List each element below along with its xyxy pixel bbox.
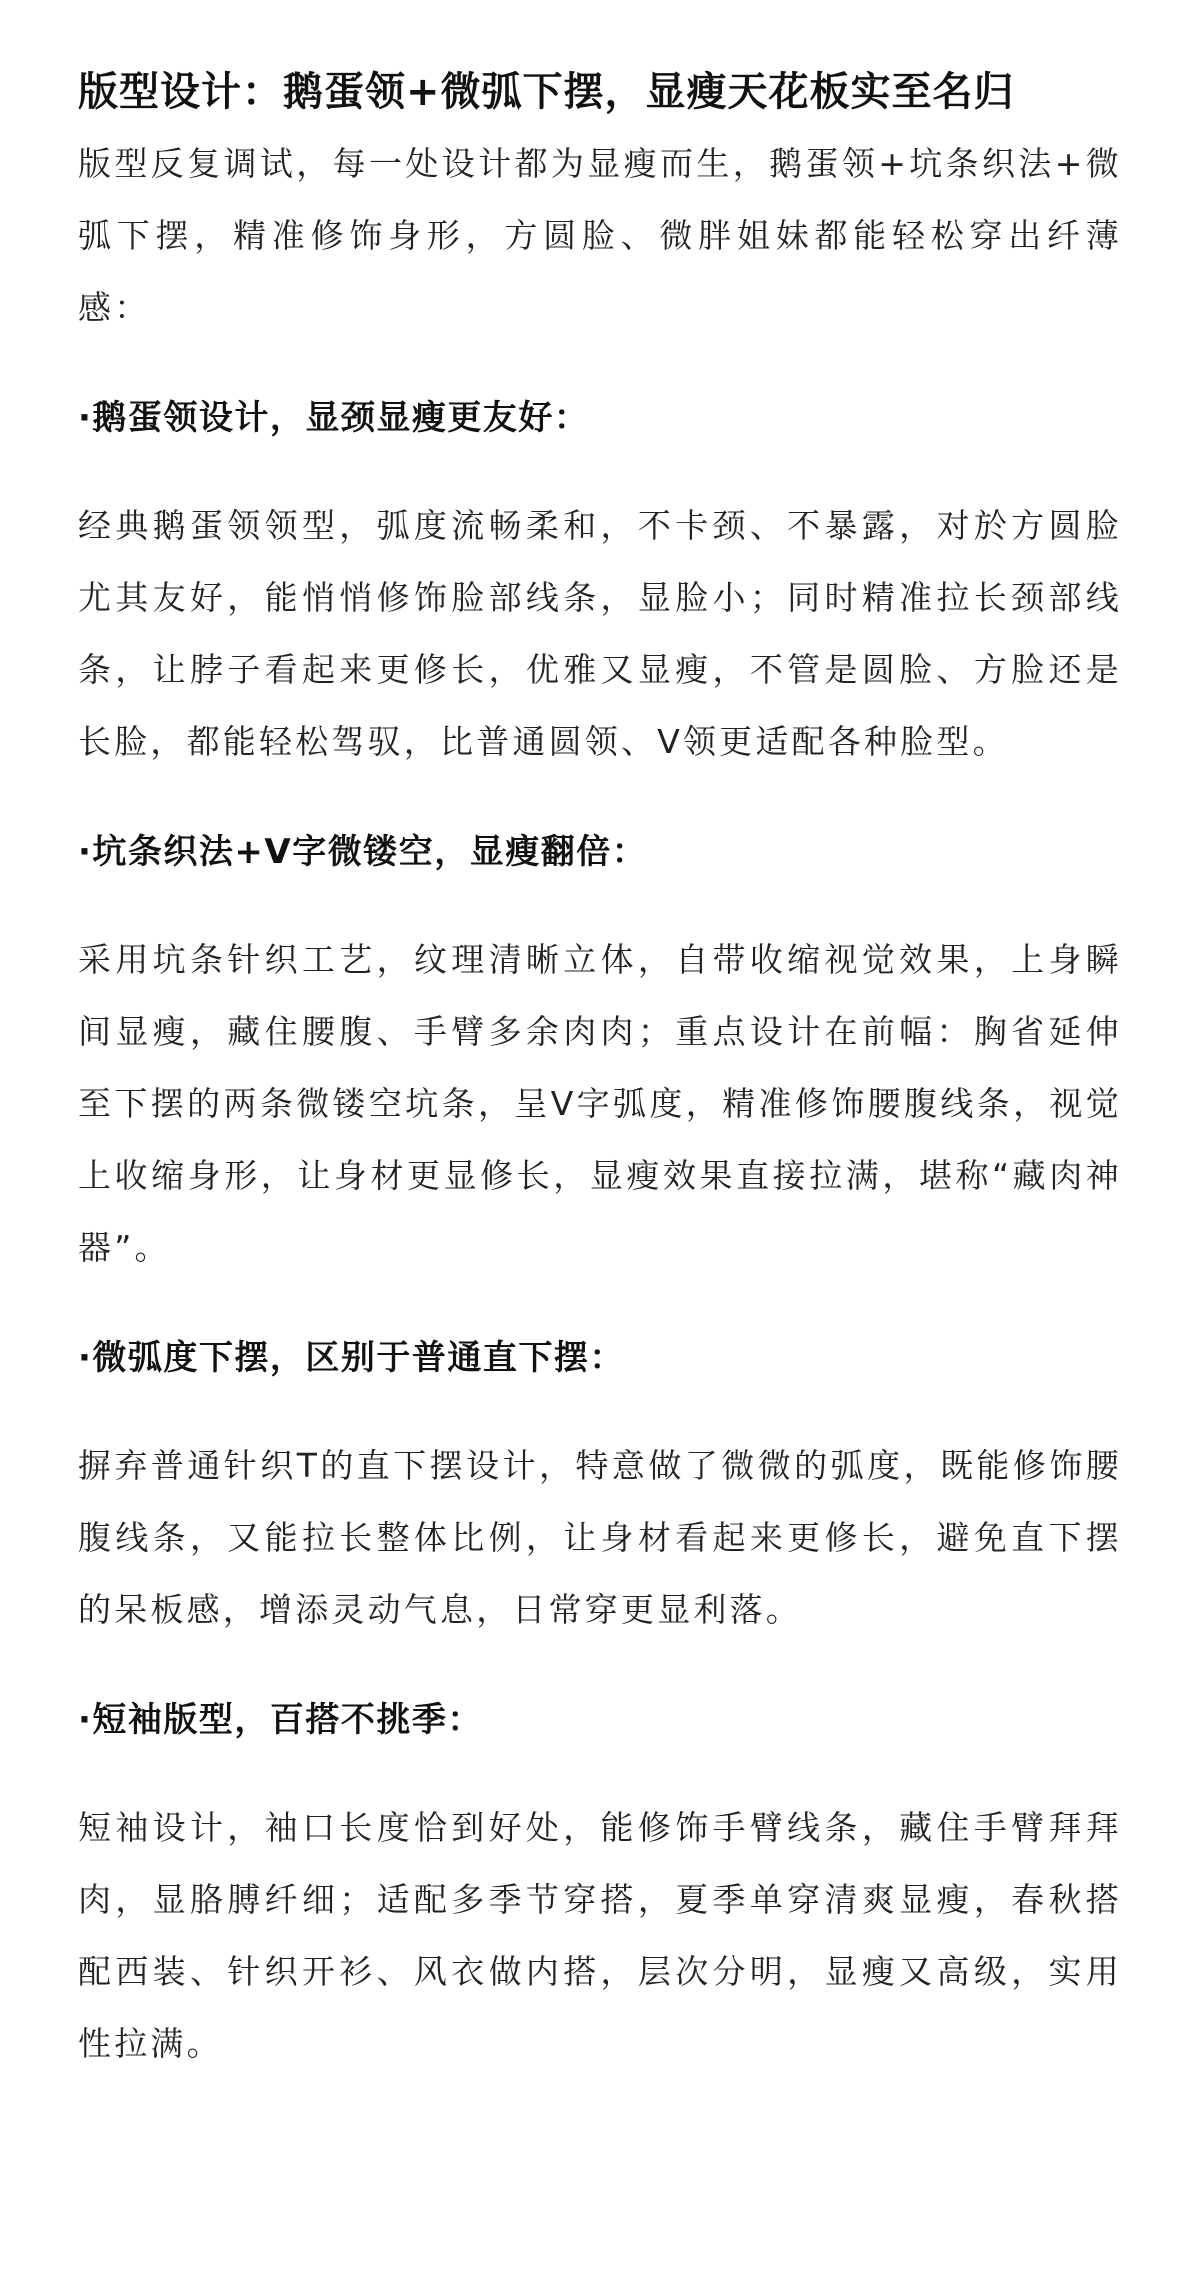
section-body: 经典鹅蛋领领型，弧度流畅柔和，不卡颈、不暴露，对於方圆脸尤其友好，能悄悄修饰脸部线条，显脸小；同时精准拉长颈部线条，让脖子看起来更修长，优雅又显瘦，不管是圆脸、方脸还是长脸，都能轻松驾驭，比普通圆领、V领更适配各种脸型。 [78, 506, 1122, 761]
article-title: 版型设计：鹅蛋领+微弧下摆，显瘦天花板实至名归 [78, 69, 1015, 115]
section-body: 短袖设计，袖口长度恰到好处，能修饰手臂线条，藏住手臂拜拜肉，显胳膊纤细；适配多季节穿搭，夏季单穿清爽显瘦，春秋搭配西装、针织开衫、风衣做内搭，层次分明，显瘦又高级，实用性拉满。 [78, 1808, 1122, 2063]
section-body: 采用坑条针织工艺，纹理清晰立体，自带收缩视觉效果，上身瞬间显瘦，藏住腰腹、手臂多余肉肉；重点设计在前幅：胸省延伸至下摆的两条微镂空坑条，呈V字弧度，精准修饰腰腹线条，视觉上收缩身形，让身材更显修长，显瘦效果直接拉满，堪称“藏肉神器”。 [78, 940, 1122, 1267]
section-body: 摒弃普通针织T的直下摆设计，特意做了微微的弧度，既能修饰腰腹线条，又能拉长整体比例，让身材看起来更修长，避免直下摆的呆板感，增添灵动气息，日常穿更显利落。 [78, 1446, 1122, 1629]
section-heading: ·微弧度下摆，区别于普通直下摆： [78, 1338, 625, 1378]
section-short-sleeve [78, 1684, 1122, 2080]
section-heading: ·短袖版型，百搭不挑季： [78, 1700, 483, 1740]
section-heading: ·鹅蛋领设计，显颈显瘦更友好： [78, 398, 590, 438]
section-rib-knit [78, 816, 1122, 1284]
section-heading: ·坑条织法+V字微镂空，显瘦翻倍： [78, 832, 648, 872]
section-curved-hem [78, 1322, 1122, 1646]
intro-paragraph: 版型反复调试，每一处设计都为显瘦而生，鹅蛋领+坑条织法+微弧下摆，精准修饰身形，方圆脸、微胖姐妹都能轻松穿出纤薄感： [78, 144, 1122, 327]
section-neckline [78, 382, 1122, 778]
